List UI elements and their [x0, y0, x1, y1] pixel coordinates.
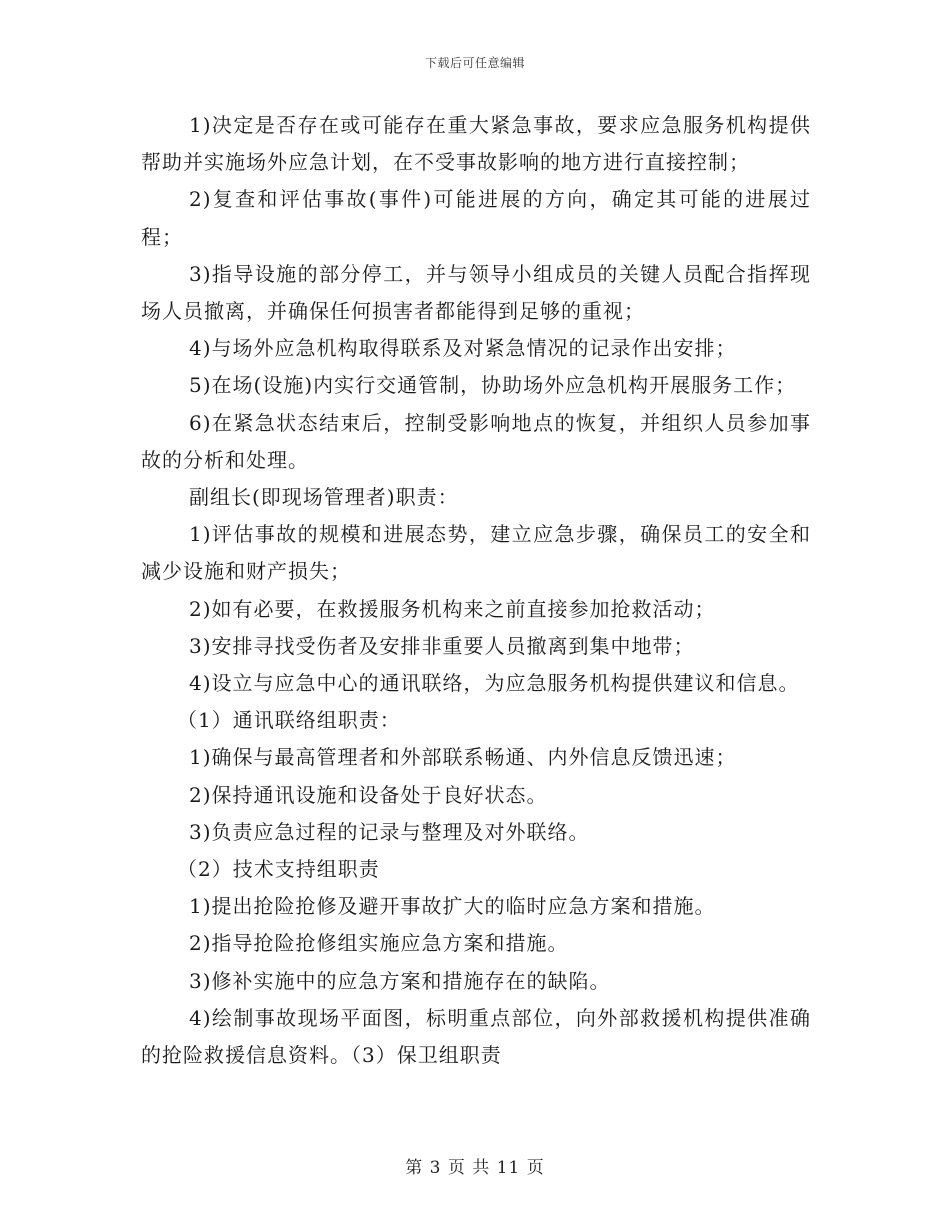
section-heading: 副组长(即现场管理者)职责： — [189, 485, 459, 510]
paragraph: 3)修补实施中的应急方案和措施存在的缺陷。 — [189, 968, 611, 993]
paragraph: 4)绘制事故现场平面图，标明重点部位，向外部救援机构提供准确的抢险救援信息资料。（3）保卫组职责 — [141, 1005, 811, 1068]
paragraph: 1)确保与最高管理者和外部联系畅通、内外信息反馈迅速； — [189, 745, 737, 770]
paragraph: 1)评估事故的规模和进展态势，建立应急步骤，确保员工的安全和减少设施和财产损失； — [141, 522, 811, 584]
page-header: 下载后可任意编辑 — [424, 56, 525, 70]
paragraph: 1)决定是否存在或可能存在重大紧急事故，要求应急服务机构提供帮助并实施场外应急计划，在不受事故影响的地方进行直接控制； — [141, 113, 811, 175]
paragraph: 1)提出抢险抢修及避开事故扩大的临时应急方案和措施。 — [189, 894, 716, 919]
paragraph: 2)指导抢险抢修组实施应急方案和措施。 — [189, 931, 569, 956]
section-heading: （2）技术支持组职责 — [177, 857, 380, 882]
paragraph: 2)如有必要，在救援服务机构来之前直接参加抢救活动； — [189, 596, 716, 621]
paragraph: 4)与场外应急机构取得联系及对紧急情况的记录作出安排； — [189, 336, 737, 361]
paragraph: 3)指导设施的部分停工，并与领导小组成员的关键人员配合指挥现场人员撤离，并确保任何损害者都能得到足够的重视； — [141, 261, 811, 324]
document-body — [141, 107, 811, 1074]
paragraph: 3)负责应急过程的记录与整理及对外联络。 — [189, 819, 590, 844]
paragraph: 3)安排寻找受伤者及安排非重要人员撤离到集中地带； — [189, 633, 695, 658]
paragraph: 2)复查和评估事故(事件)可能进展的方向，确定其可能的进展过程； — [141, 187, 811, 249]
paragraph: 4)设立与应急中心的通讯联络，为应急服务机构提供建议和信息。 — [189, 671, 800, 696]
paragraph: 6)在紧急状态结束后，控制受影响地点的恢复，并组织人员参加事故的分析和处理。 — [141, 410, 811, 472]
paragraph: 2)保持通讯设施和设备处于良好状态。 — [189, 782, 548, 807]
section-heading: （1）通讯联络组职责： — [177, 708, 401, 733]
page-number: 第 3 页 共 11 页 — [405, 1158, 545, 1178]
paragraph: 5)在场(设施)内实行交通管制，协助场外应急机构开展服务工作； — [189, 373, 797, 398]
